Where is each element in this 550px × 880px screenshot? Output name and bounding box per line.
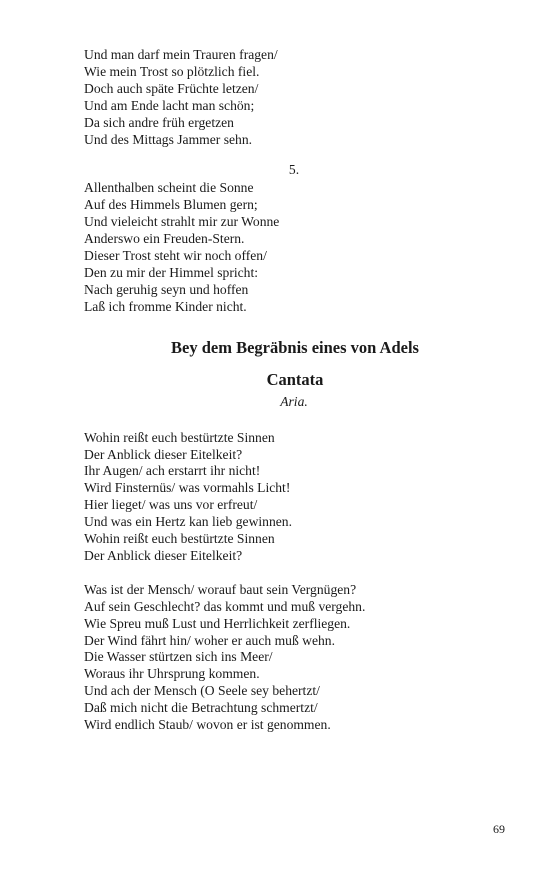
verse-line: Und man darf mein Trauren fragen/	[84, 47, 278, 62]
verse-line: Laß ich fromme Kinder nicht.	[84, 298, 247, 314]
verse-line: Den zu mir der Himmel spricht:	[84, 264, 259, 280]
verse-line: Und am Ende lacht man schön;	[84, 97, 255, 113]
verse-line: Wird endlich Staub/ wovon er ist genommen.	[84, 717, 331, 733]
verse-line: Ihr Augen/ ach erstarrt ihr nicht!	[84, 463, 261, 479]
poem-title: Bey dem Begräbnis eines von Adels	[171, 337, 419, 357]
aria-stanza	[84, 430, 484, 565]
verse-line: Auf sein Geschlecht? das kommt und muß vergehn.	[84, 598, 366, 614]
verse-line: Da sich andre früh ergetzen	[84, 114, 234, 130]
verse-line: Wie mein Trost so plötzlich fiel.	[84, 63, 260, 79]
verse-line: Doch auch späte Früchte letzen/	[84, 80, 259, 96]
stanza-a	[84, 47, 484, 148]
verse-line: Wird Finsternüs/ was vormahls Licht!	[84, 480, 291, 496]
verse-line: Der Anblick dieser Eitelkeit?	[84, 446, 243, 462]
verse-line: Der Wind fährt hin/ woher er auch muß wehn.	[84, 632, 335, 648]
verse-line: Und was ein Hertz kan lieb gewinnen.	[84, 514, 292, 530]
verse-line: Wie Spreu muß Lust und Herrlichkeit zerfliegen.	[84, 615, 351, 631]
verse-line: Daß mich nicht die Betrachtung schmertzt/	[84, 700, 318, 716]
verse-line: Woraus ihr Uhrsprung kommen.	[84, 666, 260, 682]
page-number: 69	[493, 822, 505, 836]
verse-line: Allenthalben scheint die Sonne	[84, 180, 254, 196]
final-stanza	[84, 582, 484, 734]
verse-line: Hier lieget/ was uns vor erfreut/	[84, 497, 258, 513]
verse-line: Wohin reißt euch bestürtzte Sinnen	[84, 429, 275, 445]
verse-line: Der Anblick dieser Eitelkeit?	[84, 547, 243, 563]
verse-line: Wohin reißt euch bestürtzte Sinnen	[84, 531, 275, 547]
stanza-b	[84, 180, 484, 315]
verse-line: Und vieleicht strahlt mir zur Wonne	[84, 214, 280, 230]
poem-subtitle: Cantata	[266, 369, 324, 389]
stanza-number: 5.	[288, 162, 300, 178]
verse-line: Und ach der Mensch (O Seele sey behertzt/	[84, 683, 320, 699]
page-body	[84, 47, 484, 734]
verse-line: Und des Mittags Jammer sehn.	[84, 131, 253, 147]
verse-line: Die Wasser stürtzen sich ins Meer/	[84, 649, 273, 665]
verse-line: Was ist der Mensch/ worauf baut sein Vergnügen?	[84, 581, 357, 597]
verse-line: Anderswo ein Freuden-Stern.	[84, 231, 245, 247]
verse-line: Nach geruhig seyn und hoffen	[84, 281, 249, 297]
section-label: Aria.	[280, 393, 308, 409]
verse-line: Dieser Trost steht wir noch offen/	[84, 247, 267, 263]
verse-line: Auf des Himmels Blumen gern;	[84, 197, 258, 213]
